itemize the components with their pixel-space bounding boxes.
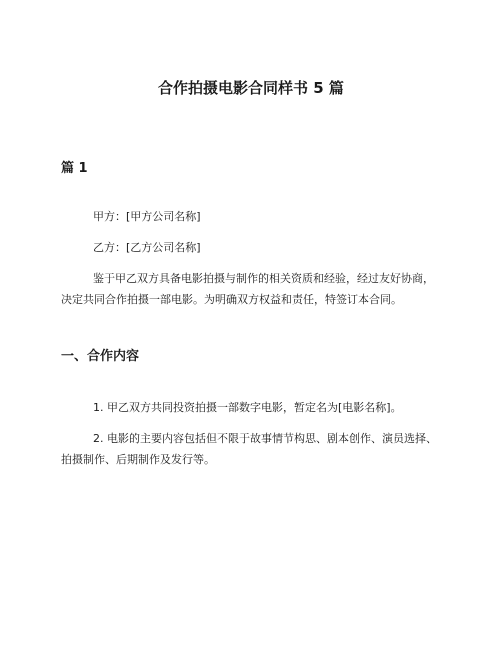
- clause-1: 1. 甲乙双方共同投资拍摄一部数字电影，暂定名为[电影名称]。: [93, 401, 402, 414]
- section-heading-cooperation: 一、合作内容: [61, 349, 140, 364]
- document-title: 合作拍摄电影合同样书 5 篇: [158, 79, 344, 97]
- clause-2: 2. 电影的主要内容包括但不限于故事情节构思、剧本创作、演员选择、拍摄制作、后期制作及发行等。: [61, 432, 437, 466]
- party-a-line: 甲方：[甲方公司名称]: [93, 210, 201, 223]
- preamble-paragraph: 鉴于甲乙双方具备电影拍摄与制作的相关资质和经验，经过友好协商，决定共同合作拍摄一部电影。为明确双方权益和责任，特签订本合同。: [61, 272, 434, 306]
- part-heading: 篇 1: [61, 161, 88, 176]
- party-b-line: 乙方：[乙方公司名称]: [93, 241, 201, 254]
